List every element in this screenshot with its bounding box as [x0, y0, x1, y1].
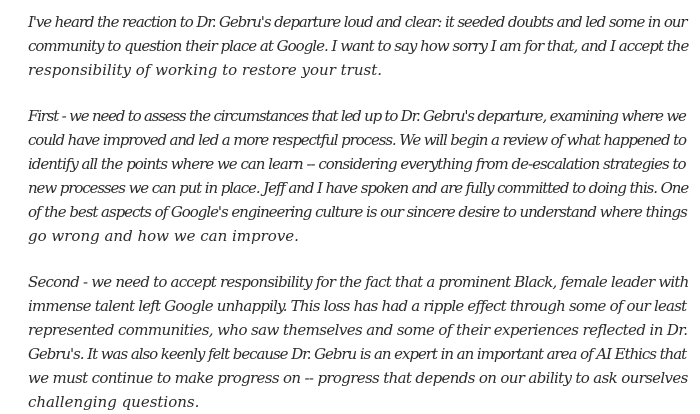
text-line: Gebru's. It was also keenly felt because Dr. Gebru is an expert in an important area of AI Ethics that	[28, 345, 687, 363]
text-line: responsibility of working to restore your trust.	[28, 61, 383, 79]
text-line: Second - we need to accept responsibility for the fact that a prominent Black, female leader with	[28, 273, 689, 291]
text-line: community to question their place at Google. I want to say how sorry I am for that, and I accept the	[28, 37, 689, 55]
text-line: of the best aspects of Google's engineering culture is our sincere desire to understand where things	[28, 203, 687, 221]
text-line: First - we need to assess the circumstances that led up to Dr. Gebru's departure, examining where we	[28, 107, 686, 125]
paragraph-apology	[28, 10, 690, 82]
text-line: identify all the points where we can learn -- considering everything from de-escalation strategies to	[28, 155, 686, 173]
text-line: represented communities, who saw themselves and some of their experiences reflected in Dr.	[28, 321, 688, 339]
text-line: we must continue to make progress on -- progress that depends on our ability to ask ourselves	[28, 369, 688, 387]
text-line: challenging questions.	[28, 393, 200, 411]
text-line: could have improved and led a more respectful process. We will begin a review of what happened to	[28, 131, 686, 149]
text-line: new processes we can put in place. Jeff and I have spoken and are fully committed to doing this. One	[28, 179, 689, 197]
text-line: immense talent left Google unhappily. This loss has had a ripple effect through some of our least	[28, 297, 687, 315]
paragraph-first	[28, 104, 690, 248]
text-line: I've heard the reaction to Dr. Gebru's departure loud and clear: it seeded doubts and led some in our	[28, 13, 687, 31]
paragraph-second	[28, 270, 690, 414]
text-line: go wrong and how we can improve.	[28, 227, 299, 245]
